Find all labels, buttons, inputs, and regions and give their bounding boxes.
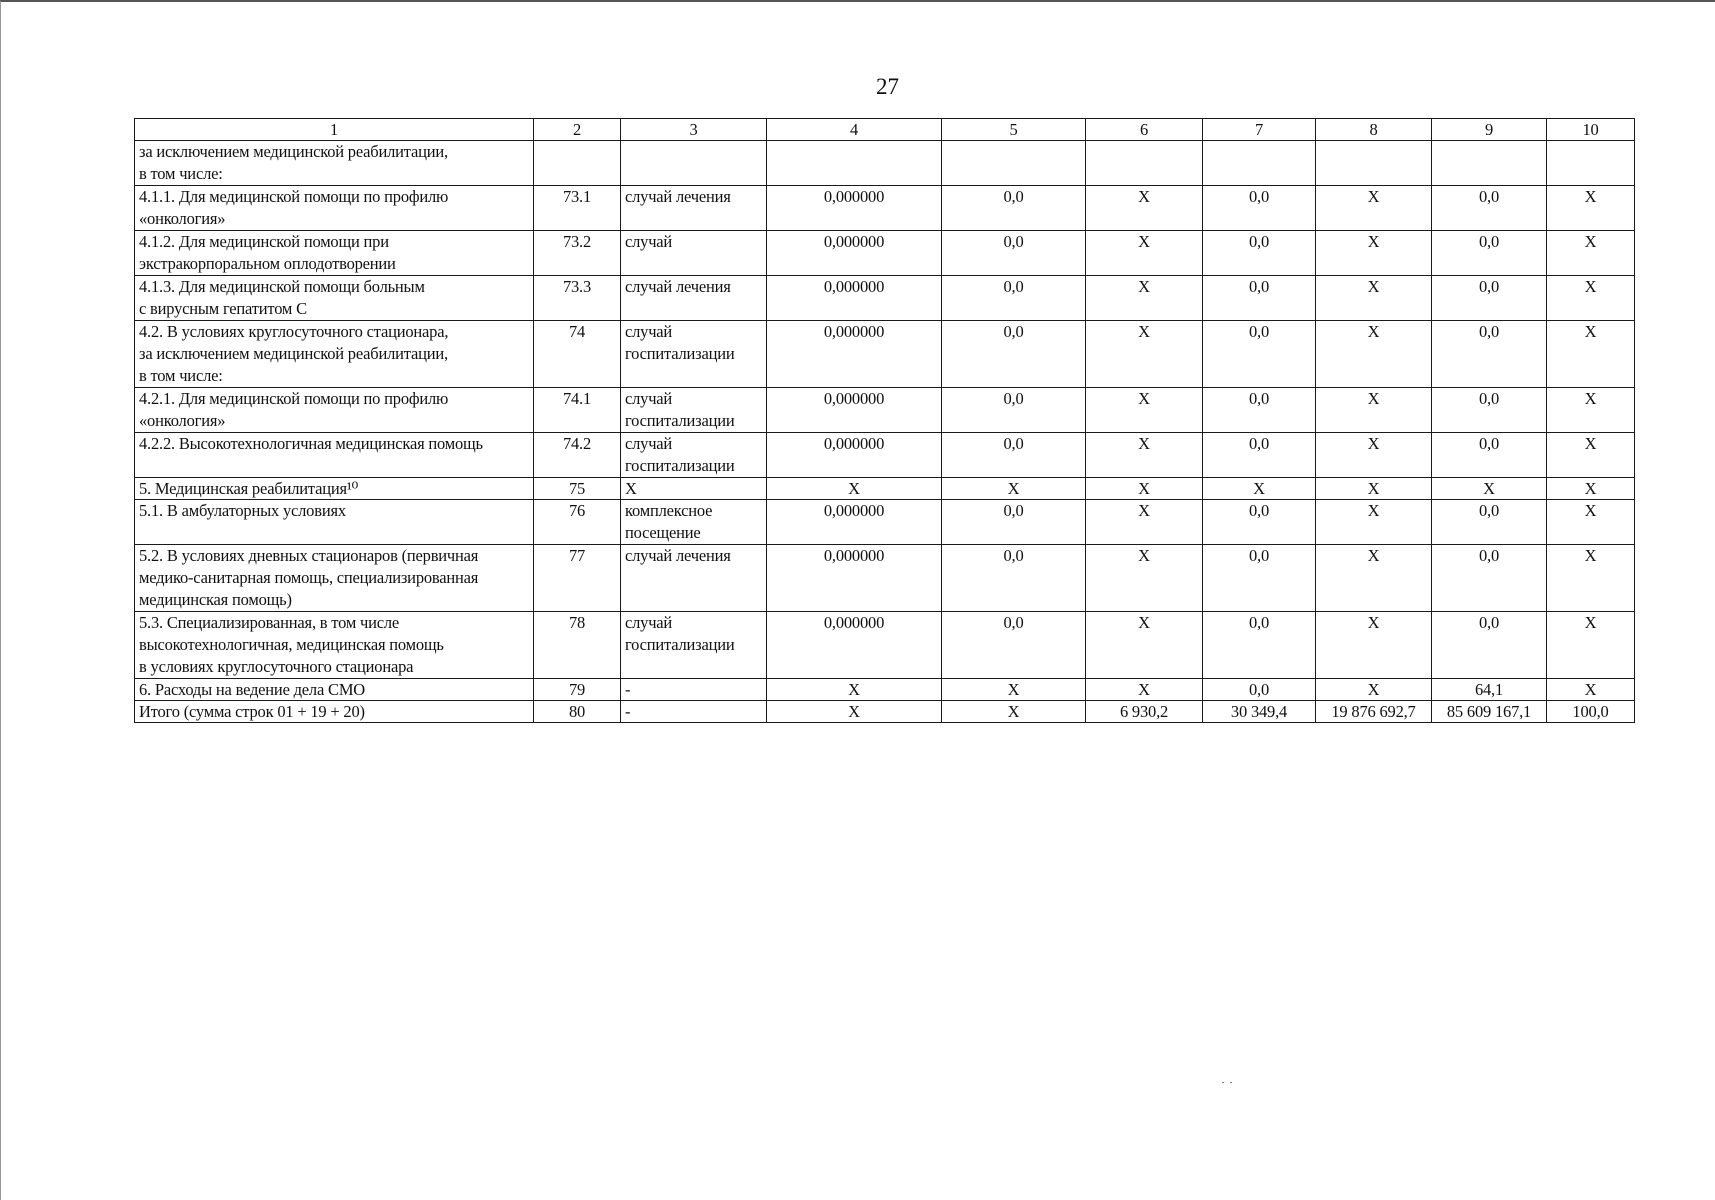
col9-cell: 85 609 167,1 bbox=[1432, 701, 1547, 723]
scan-speck bbox=[1230, 1082, 1232, 1083]
col5-cell: X bbox=[942, 679, 1086, 701]
col6-cell: X bbox=[1086, 679, 1203, 701]
col4-cell: 0,000000 bbox=[767, 612, 942, 679]
unit-cell: случай госпитализации bbox=[621, 321, 767, 388]
header-cell: 10 bbox=[1547, 119, 1635, 141]
col4-cell: X bbox=[767, 701, 942, 723]
table-row bbox=[135, 231, 1635, 276]
col7-cell: 0,0 bbox=[1203, 186, 1316, 231]
col7-cell: 0,0 bbox=[1203, 433, 1316, 478]
col5-cell bbox=[942, 141, 1086, 186]
table-row bbox=[135, 478, 1635, 500]
col4-cell: 0,000000 bbox=[767, 276, 942, 321]
col9-cell: 0,0 bbox=[1432, 321, 1547, 388]
col6-cell: X bbox=[1086, 612, 1203, 679]
col7-cell: 0,0 bbox=[1203, 231, 1316, 276]
col5-cell: 0,0 bbox=[942, 433, 1086, 478]
col9-cell: 0,0 bbox=[1432, 231, 1547, 276]
col7-cell: 0,0 bbox=[1203, 545, 1316, 612]
col6-cell: X bbox=[1086, 276, 1203, 321]
col8-cell: X bbox=[1316, 679, 1432, 701]
line-number-cell: 76 bbox=[534, 500, 621, 545]
col10-cell bbox=[1547, 141, 1635, 186]
row-name-cell: 4.1.3. Для медицинской помощи больным с вирусным гепатитом С bbox=[135, 276, 534, 321]
unit-cell: - bbox=[621, 701, 767, 723]
line-number-cell: 74.1 bbox=[534, 388, 621, 433]
line-number-cell: 73.1 bbox=[534, 186, 621, 231]
line-number-cell: 80 bbox=[534, 701, 621, 723]
col7-cell: 0,0 bbox=[1203, 612, 1316, 679]
row-name-cell: 5. Медицинская реабилитация¹⁰ bbox=[135, 478, 534, 500]
row-name-cell: 5.1. В амбулаторных условиях bbox=[135, 500, 534, 545]
row-name-cell: 4.1.1. Для медицинской помощи по профилю «онкология» bbox=[135, 186, 534, 231]
col9-cell bbox=[1432, 141, 1547, 186]
col8-cell: X bbox=[1316, 545, 1432, 612]
col8-cell bbox=[1316, 141, 1432, 186]
unit-cell: - bbox=[621, 679, 767, 701]
col4-cell: 0,000000 bbox=[767, 388, 942, 433]
table-row bbox=[135, 433, 1635, 478]
col9-cell: 0,0 bbox=[1432, 388, 1547, 433]
col6-cell: X bbox=[1086, 433, 1203, 478]
col8-cell: X bbox=[1316, 612, 1432, 679]
col6-cell: X bbox=[1086, 231, 1203, 276]
header-cell: 9 bbox=[1432, 119, 1547, 141]
scan-speck bbox=[1222, 1082, 1224, 1083]
header-cell: 3 bbox=[621, 119, 767, 141]
col5-cell: 0,0 bbox=[942, 612, 1086, 679]
col6-cell: X bbox=[1086, 478, 1203, 500]
unit-cell: случай bbox=[621, 231, 767, 276]
unit-cell: случай лечения bbox=[621, 186, 767, 231]
row-name-cell: 6. Расходы на ведение дела СМО bbox=[135, 679, 534, 701]
row-name-cell: 4.2. В условиях круглосуточного стационара, за исключением медицинской реабилитации, в том числе: bbox=[135, 321, 534, 388]
col10-cell: X bbox=[1547, 276, 1635, 321]
line-number-cell: 79 bbox=[534, 679, 621, 701]
col10-cell: X bbox=[1547, 612, 1635, 679]
unit-cell: случай госпитализации bbox=[621, 612, 767, 679]
page-number: 27 bbox=[876, 74, 899, 99]
col6-cell: X bbox=[1086, 500, 1203, 545]
col8-cell: 19 876 692,7 bbox=[1316, 701, 1432, 723]
col6-cell: 6 930,2 bbox=[1086, 701, 1203, 723]
row-name-cell: 4.2.2. Высокотехнологичная медицинская помощь bbox=[135, 433, 534, 478]
col10-cell: X bbox=[1547, 679, 1635, 701]
col5-cell: X bbox=[942, 701, 1086, 723]
col8-cell: X bbox=[1316, 478, 1432, 500]
col4-cell: 0,000000 bbox=[767, 186, 942, 231]
col8-cell: X bbox=[1316, 231, 1432, 276]
col5-cell: 0,0 bbox=[942, 231, 1086, 276]
col4-cell: 0,000000 bbox=[767, 500, 942, 545]
col10-cell: X bbox=[1547, 545, 1635, 612]
table-row bbox=[135, 701, 1635, 723]
col8-cell: X bbox=[1316, 433, 1432, 478]
col7-cell: 0,0 bbox=[1203, 388, 1316, 433]
line-number-cell: 74 bbox=[534, 321, 621, 388]
header-cell: 1 bbox=[135, 119, 534, 141]
col5-cell: 0,0 bbox=[942, 276, 1086, 321]
col7-cell: 0,0 bbox=[1203, 500, 1316, 545]
header-cell: 4 bbox=[767, 119, 942, 141]
col8-cell: X bbox=[1316, 500, 1432, 545]
col8-cell: X bbox=[1316, 276, 1432, 321]
col9-cell: 0,0 bbox=[1432, 433, 1547, 478]
header-row bbox=[135, 119, 1635, 141]
col5-cell: 0,0 bbox=[942, 388, 1086, 433]
col7-cell: X bbox=[1203, 478, 1316, 500]
row-name-cell: Итого (сумма строк 01 + 19 + 20) bbox=[135, 701, 534, 723]
col5-cell: 0,0 bbox=[942, 321, 1086, 388]
col6-cell: X bbox=[1086, 545, 1203, 612]
line-number-cell: 78 bbox=[534, 612, 621, 679]
line-number-cell: 73.3 bbox=[534, 276, 621, 321]
table-row bbox=[135, 186, 1635, 231]
table-row bbox=[135, 679, 1635, 701]
line-number-cell: 74.2 bbox=[534, 433, 621, 478]
unit-cell: случай госпитализации bbox=[621, 388, 767, 433]
col8-cell: X bbox=[1316, 186, 1432, 231]
unit-cell bbox=[621, 141, 767, 186]
col9-cell: X bbox=[1432, 478, 1547, 500]
col4-cell: X bbox=[767, 478, 942, 500]
col10-cell: X bbox=[1547, 500, 1635, 545]
col10-cell: X bbox=[1547, 231, 1635, 276]
table-row bbox=[135, 612, 1635, 679]
table-body bbox=[135, 141, 1635, 723]
line-number-cell bbox=[534, 141, 621, 186]
col10-cell: X bbox=[1547, 321, 1635, 388]
col6-cell: X bbox=[1086, 321, 1203, 388]
unit-cell: случай лечения bbox=[621, 276, 767, 321]
header-cell: 8 bbox=[1316, 119, 1432, 141]
col10-cell: 100,0 bbox=[1547, 701, 1635, 723]
table-row bbox=[135, 500, 1635, 545]
header-cell: 6 bbox=[1086, 119, 1203, 141]
col7-cell: 0,0 bbox=[1203, 679, 1316, 701]
col10-cell: X bbox=[1547, 433, 1635, 478]
col7-cell bbox=[1203, 141, 1316, 186]
header-cell: 2 bbox=[534, 119, 621, 141]
col4-cell bbox=[767, 141, 942, 186]
col10-cell: X bbox=[1547, 478, 1635, 500]
header-cell: 5 bbox=[942, 119, 1086, 141]
col6-cell bbox=[1086, 141, 1203, 186]
col4-cell: 0,000000 bbox=[767, 433, 942, 478]
table-row bbox=[135, 141, 1635, 186]
col8-cell: X bbox=[1316, 388, 1432, 433]
col6-cell: X bbox=[1086, 388, 1203, 433]
col7-cell: 0,0 bbox=[1203, 276, 1316, 321]
unit-cell: X bbox=[621, 478, 767, 500]
col9-cell: 64,1 bbox=[1432, 679, 1547, 701]
table-row bbox=[135, 276, 1635, 321]
header-cell: 7 bbox=[1203, 119, 1316, 141]
row-name-cell: 4.1.2. Для медицинской помощи при экстракорпоральном оплодотворении bbox=[135, 231, 534, 276]
col9-cell: 0,0 bbox=[1432, 276, 1547, 321]
line-number-cell: 75 bbox=[534, 478, 621, 500]
col6-cell: X bbox=[1086, 186, 1203, 231]
col4-cell: 0,000000 bbox=[767, 321, 942, 388]
col4-cell: 0,000000 bbox=[767, 545, 942, 612]
col4-cell: 0,000000 bbox=[767, 231, 942, 276]
table-row bbox=[135, 545, 1635, 612]
col5-cell: 0,0 bbox=[942, 186, 1086, 231]
col9-cell: 0,0 bbox=[1432, 545, 1547, 612]
col9-cell: 0,0 bbox=[1432, 186, 1547, 231]
col8-cell: X bbox=[1316, 321, 1432, 388]
col7-cell: 30 349,4 bbox=[1203, 701, 1316, 723]
row-name-cell: 4.2.1. Для медицинской помощи по профилю «онкология» bbox=[135, 388, 534, 433]
table-row bbox=[135, 321, 1635, 388]
col7-cell: 0,0 bbox=[1203, 321, 1316, 388]
unit-cell: случай лечения bbox=[621, 545, 767, 612]
col10-cell: X bbox=[1547, 388, 1635, 433]
data-table bbox=[134, 118, 1635, 723]
col9-cell: 0,0 bbox=[1432, 612, 1547, 679]
line-number-cell: 77 bbox=[534, 545, 621, 612]
table-row bbox=[135, 388, 1635, 433]
col9-cell: 0,0 bbox=[1432, 500, 1547, 545]
row-name-cell: за исключением медицинской реабилитации, в том числе: bbox=[135, 141, 534, 186]
unit-cell: случай госпитализации bbox=[621, 433, 767, 478]
col4-cell: X bbox=[767, 679, 942, 701]
col5-cell: 0,0 bbox=[942, 500, 1086, 545]
col5-cell: 0,0 bbox=[942, 545, 1086, 612]
unit-cell: комплексное посещение bbox=[621, 500, 767, 545]
line-number-cell: 73.2 bbox=[534, 231, 621, 276]
row-name-cell: 5.3. Специализированная, в том числе высокотехнологичная, медицинская помощь в условиях круглосуточного стационара bbox=[135, 612, 534, 679]
col5-cell: X bbox=[942, 478, 1086, 500]
col10-cell: X bbox=[1547, 186, 1635, 231]
row-name-cell: 5.2. В условиях дневных стационаров (первичная медико-санитарная помощь, специализированная медицинская помощь) bbox=[135, 545, 534, 612]
